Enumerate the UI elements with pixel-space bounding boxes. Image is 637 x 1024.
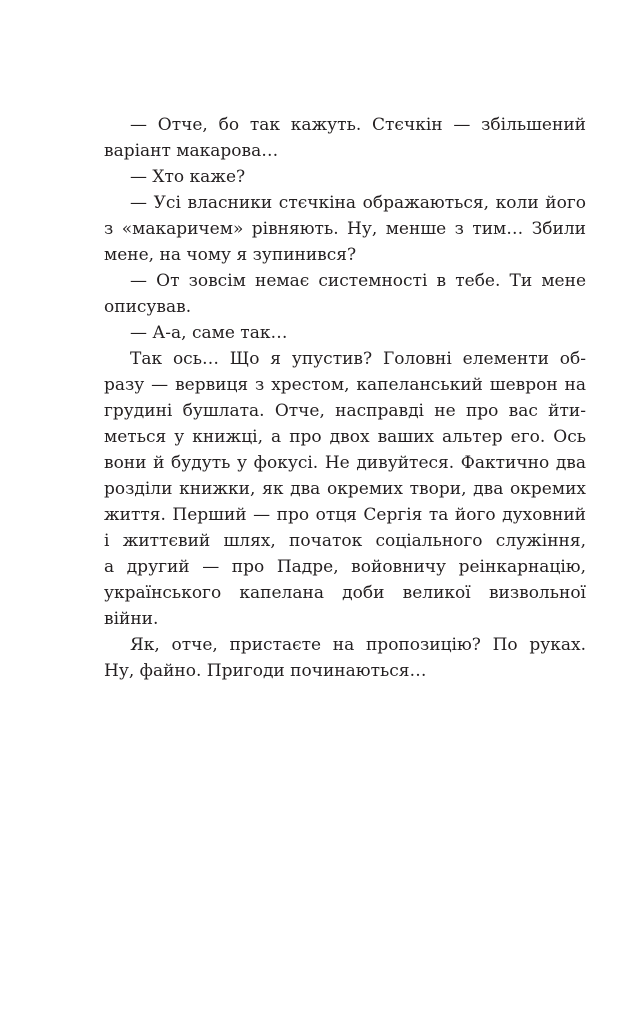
text-line: а другий — про Падре, войовничу реінкарнацію, bbox=[104, 557, 586, 577]
text-line: — Отче, бо так кажуть. Стєчкін — збільшений bbox=[130, 115, 586, 135]
text-line: українського капелана доби великої визвольної bbox=[104, 583, 586, 603]
text-line: з «макаричем» рівняють. Ну, менше з тим… Збили bbox=[104, 219, 586, 239]
text-line: і життєвий шлях, початок соціального служіння, bbox=[104, 531, 586, 551]
text-line: — Хто каже? bbox=[130, 167, 246, 187]
text-line: — От зовсім немає системності в тебе. Ти мене bbox=[130, 271, 586, 291]
text-line: описував. bbox=[104, 297, 192, 317]
text-line: розділи книжки, як два окремих твори, два окремих bbox=[104, 479, 586, 499]
text-line: війни. bbox=[104, 609, 159, 629]
text-line: Так ось… Що я упустив? Головні елементи об- bbox=[130, 349, 586, 369]
text-line: разу — вервиця з хрестом, капеланський шеврон на bbox=[104, 375, 586, 395]
text-line: мене, на чому я зупинився? bbox=[104, 245, 357, 265]
text-line: вони й будуть у фокусі. Не дивуйтеся. Фактично два bbox=[104, 453, 586, 473]
text-line: меться у книжці, а про двох ваших альтер его. Ось bbox=[104, 427, 586, 447]
text-line: — А-а, саме так… bbox=[130, 323, 288, 343]
text-line: Як, отче, пристаєте на пропозицію? По руках. bbox=[130, 635, 586, 655]
text-line: варіант макарова… bbox=[104, 141, 279, 161]
text-line: Ну, файно. Пригоди починаються… bbox=[104, 661, 427, 681]
text-line: грудині бушлата. Отче, насправді не про вас йти- bbox=[104, 401, 586, 421]
text-line: — Усі власники стєчкіна ображаються, коли його bbox=[130, 193, 586, 213]
text-line: життя. Перший — про отця Сергія та його духовний bbox=[104, 505, 586, 525]
